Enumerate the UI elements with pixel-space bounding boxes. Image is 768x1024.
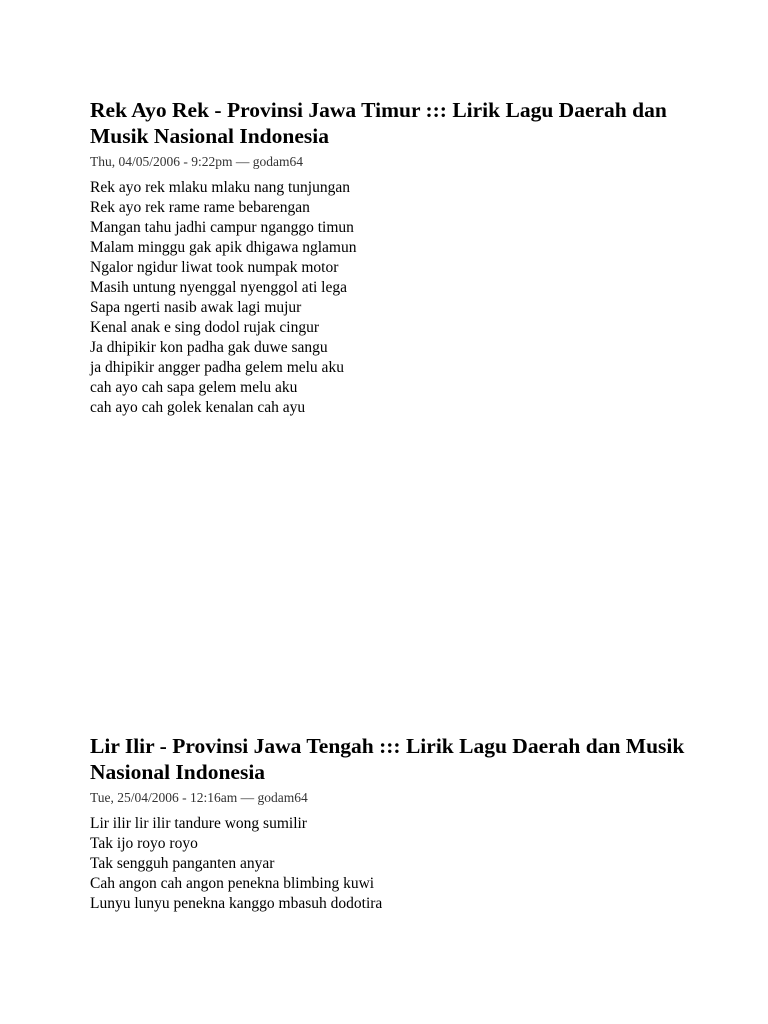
post-lyrics [90,178,690,418]
lyric-line: Kenal anak e sing dodol rujak cingur [90,319,319,336]
lyric-line: Masih untung nyenggal nyenggol ati lega [90,279,347,296]
post-lir-ilir [90,733,690,914]
lyric-line: Lunyu lunyu penekna kanggo mbasuh dodotira [90,895,383,912]
post-rek-ayo-rek [90,97,690,418]
post-title[interactable]: Rek Ayo Rek - Provinsi Jawa Timur ::: Lirik Lagu Daerah dan Musik Nasional Indonesia [90,98,667,148]
lyric-line: Cah angon cah angon penekna blimbing kuwi [90,875,375,892]
lyric-line: Ja dhipikir kon padha gak duwe sangu [90,339,328,356]
lyric-line: Malam minggu gak apik dhigawa nglamun [90,239,357,256]
lyric-line: Lir ilir lir ilir tandure wong sumilir [90,815,307,832]
lyric-line: cah ayo cah golek kenalan cah ayu [90,399,306,416]
lyric-line: cah ayo cah sapa gelem melu aku [90,379,298,396]
post-meta: Thu, 04/05/2006 - 9:22pm — godam64 [90,154,303,169]
post-meta: Tue, 25/04/2006 - 12:16am — godam64 [90,790,308,805]
post-title[interactable]: Lir Ilir - Provinsi Jawa Tengah ::: Lirik Lagu Daerah dan Musik Nasional Indonesia [90,734,685,784]
lyric-line: ja dhipikir angger padha gelem melu aku [90,359,344,376]
post-lyrics [90,814,690,914]
lyric-line: Rek ayo rek mlaku mlaku nang tunjungan [90,179,350,196]
lyric-line: Tak sengguh panganten anyar [90,855,275,872]
lyric-line: Mangan tahu jadhi campur nganggo timun [90,219,354,236]
lyric-line: Ngalor ngidur liwat took numpak motor [90,259,339,276]
lyric-line: Sapa ngerti nasib awak lagi mujur [90,299,302,316]
lyric-line: Tak ijo royo royo [90,835,198,852]
lyric-line: Rek ayo rek rame rame bebarengan [90,199,310,216]
